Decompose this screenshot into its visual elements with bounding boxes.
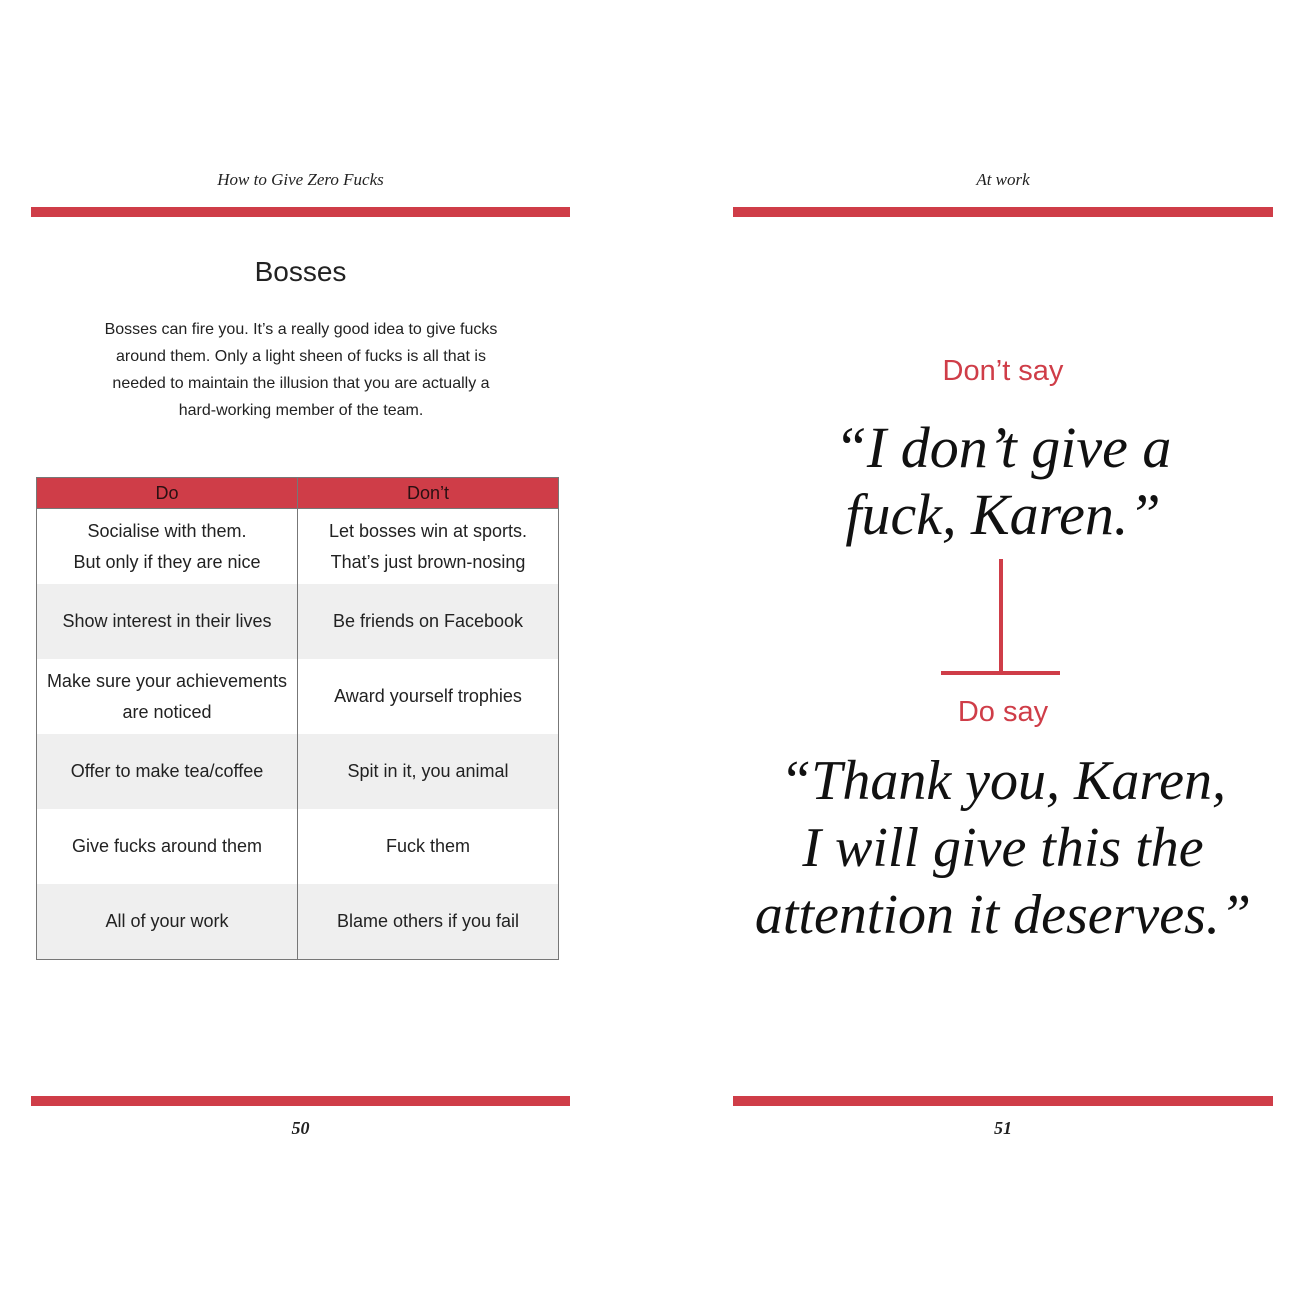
table-row (37, 734, 559, 809)
page-number-left: 50 (291, 1118, 310, 1138)
quote-line: I will give this the (802, 817, 1204, 879)
section-title: Bosses (254, 256, 347, 287)
connector-vertical-line (999, 559, 1003, 675)
cell-line: Blame others if you fail (336, 911, 520, 931)
intro-line: Bosses can fire you. It’s a really good idea to give fucks (104, 321, 498, 338)
cell-line: That’s just brown-nosing (330, 551, 526, 572)
running-head-right: At work (976, 170, 1030, 189)
do-say-quote (733, 748, 1273, 949)
intro-line: needed to maintain the illusion that you are actually a (112, 375, 490, 392)
cell-line: Let bosses win at sports. (328, 520, 528, 541)
cell-line: Make sure your achievements (46, 670, 288, 691)
table-row (37, 584, 559, 659)
cell-line: Fuck them (385, 836, 471, 856)
dont-cell (298, 884, 559, 960)
intro-line: hard-working member of the team. (178, 402, 424, 419)
dont-cell (298, 509, 559, 585)
do-cell (37, 584, 298, 659)
do-cell (37, 509, 298, 585)
intro-line: around them. Only a light sheen of fucks is all that is (116, 348, 486, 365)
header-dont: Don’t (298, 478, 559, 509)
dont-say-quote (733, 414, 1273, 548)
cell-line: Award yourself trophies (334, 686, 522, 706)
header-do: Do (37, 478, 298, 509)
do-cell (37, 734, 298, 809)
bottom-rule-right (733, 1096, 1273, 1106)
cell-line: Be friends on Facebook (332, 611, 524, 631)
dont-cell (298, 659, 559, 734)
top-rule-right (733, 207, 1273, 217)
cell-line: are noticed (122, 701, 212, 722)
quote-line: “I don’t give a (834, 415, 1172, 480)
dont-cell (298, 734, 559, 809)
do-cell (37, 659, 298, 734)
table-header-row (37, 478, 559, 509)
bottom-rule-left (31, 1096, 570, 1106)
right-page (733, 0, 1273, 1312)
do-cell (37, 809, 298, 884)
dont-cell (298, 584, 559, 659)
cell-line: Give fucks around them (71, 836, 263, 856)
dont-say-label: Don’t say (942, 355, 1064, 387)
left-page (31, 0, 570, 1312)
intro-paragraph (91, 316, 511, 424)
cell-line: But only if they are nice (73, 551, 261, 572)
table-row (37, 884, 559, 960)
table-row (37, 509, 559, 585)
cell-line: Socialise with them. (87, 520, 247, 541)
page-number-right: 51 (994, 1118, 1012, 1138)
quote-line: fuck, Karen.” (845, 482, 1161, 547)
cell-line: Spit in it, you animal (347, 761, 509, 781)
do-say-label: Do say (957, 696, 1049, 728)
quote-line: “Thank you, Karen, (780, 750, 1226, 812)
table-row (37, 809, 559, 884)
dont-cell (298, 809, 559, 884)
cell-line: All of your work (105, 911, 229, 931)
do-cell (37, 884, 298, 960)
top-rule-left (31, 207, 570, 217)
running-head-left: How to Give Zero Fucks (217, 170, 384, 189)
cell-line: Show interest in their lives (62, 611, 272, 631)
table-row (37, 659, 559, 734)
connector-horizontal-line (941, 671, 1060, 675)
quote-line: attention it deserves.” (754, 884, 1252, 946)
cell-line: Offer to make tea/coffee (70, 761, 264, 781)
do-dont-table (36, 477, 559, 960)
